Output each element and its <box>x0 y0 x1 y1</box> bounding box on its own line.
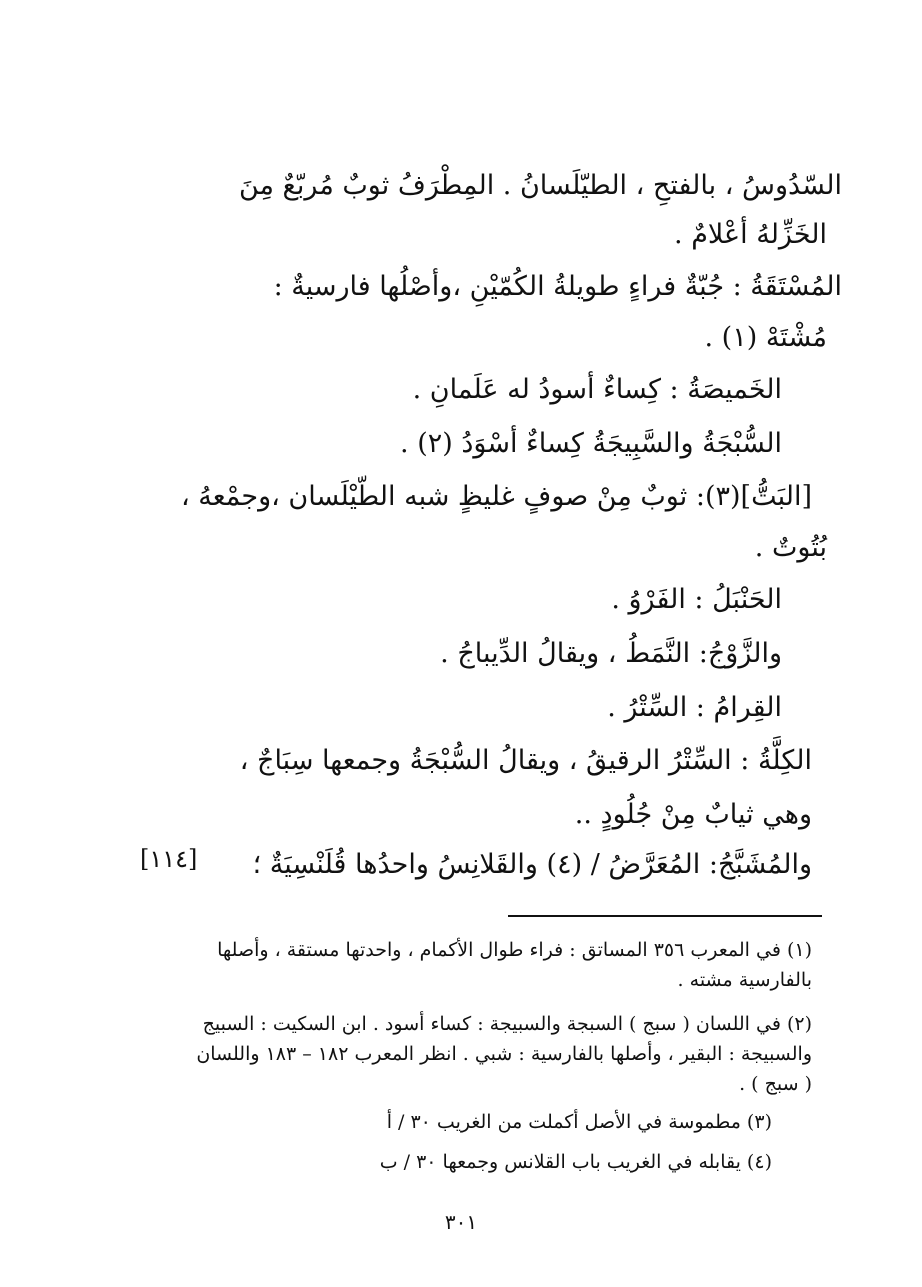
footnote-line: بالفارسية مشته . <box>677 969 812 991</box>
text-line: الحَنْبَلُ : الفَرْوُ . <box>611 584 782 615</box>
text-line: وهي ثيابٌ مِنْ جُلُودٍ .. <box>574 799 812 830</box>
footnote-line: ( سبج ) . <box>739 1073 812 1095</box>
footnote-line: (١) في المعرب ٣٥٦ المساتق : فراء طوال الأكمام ، واحدتها مستقة ، وأصلها <box>217 939 812 961</box>
text-line: والمُشَبَّجُ: المُعَرَّضُ / (٤) والقَلانِسُ واحدُها قُلَنْسِيَةٌ ؛ <box>252 849 812 880</box>
text-line: السُّبْجَةُ والسَّبِيجَةُ كِساءٌ أسْوَدُ (٢) . <box>400 428 782 459</box>
text-line: الخَزِّلهُ أعْلامٌ . <box>674 219 827 250</box>
text-line: مُشْتَهْ (١) . <box>704 322 827 353</box>
folio-marker: [١١٤] <box>140 845 198 873</box>
text-line: القِرامُ : السِّتْرُ . <box>607 692 782 723</box>
footnote-line: (٤) يقابله في الغريب باب القلانس وجمعها ٣٠ / ب <box>379 1151 772 1173</box>
text-line: الخَميصَةُ : كِساءٌ أسودُ له عَلَمانِ . <box>412 374 782 405</box>
footnote-divider <box>508 915 822 917</box>
footnote-line: والسبيجة : البقير ، وأصلها بالفارسية : شبي . انظر المعرب ١٨٢ – ١٨٣ واللسان <box>196 1043 812 1065</box>
text-line: والزَّوْجُ: النَّمَطُ ، ويقالُ الدِّيباجُ . <box>440 638 782 669</box>
text-line: المُسْتَقَةُ : جُبّةٌ فراءٍ طويلةُ الكُمّيْنِ ،وأصْلُها فارسيةٌ : <box>273 271 842 302</box>
footnote-line: (٣) مطموسة في الأصل أكملت من الغريب ٣٠ / أ <box>386 1111 772 1133</box>
text-line: السّدُوسُ ، بالفتحِ ، الطيّلَسانُ . المِطْرَفُ ثوبٌ مُربّعٌ مِنَ <box>238 170 842 201</box>
text-line: الكِلَّةُ : السِّتْرُ الرقيقُ ، ويقالُ السُّبْجَةُ وجمعها سِبَاجٌ ، <box>239 745 812 776</box>
footnote-line: (٢) في اللسان ( سبج ) السبجة والسبيجة : كساء أسود . ابن السكيت : السبيج <box>202 1013 812 1035</box>
text-line: [البَتُّ](٣): ثوبٌ مِنْ صوفٍ غليظٍ شبه الطّيْلَسان ،وجمْعهُ ، <box>180 481 812 512</box>
text-line: بُتُوتٌ . <box>754 532 827 563</box>
page-number: ٣٠١ <box>444 1210 478 1234</box>
